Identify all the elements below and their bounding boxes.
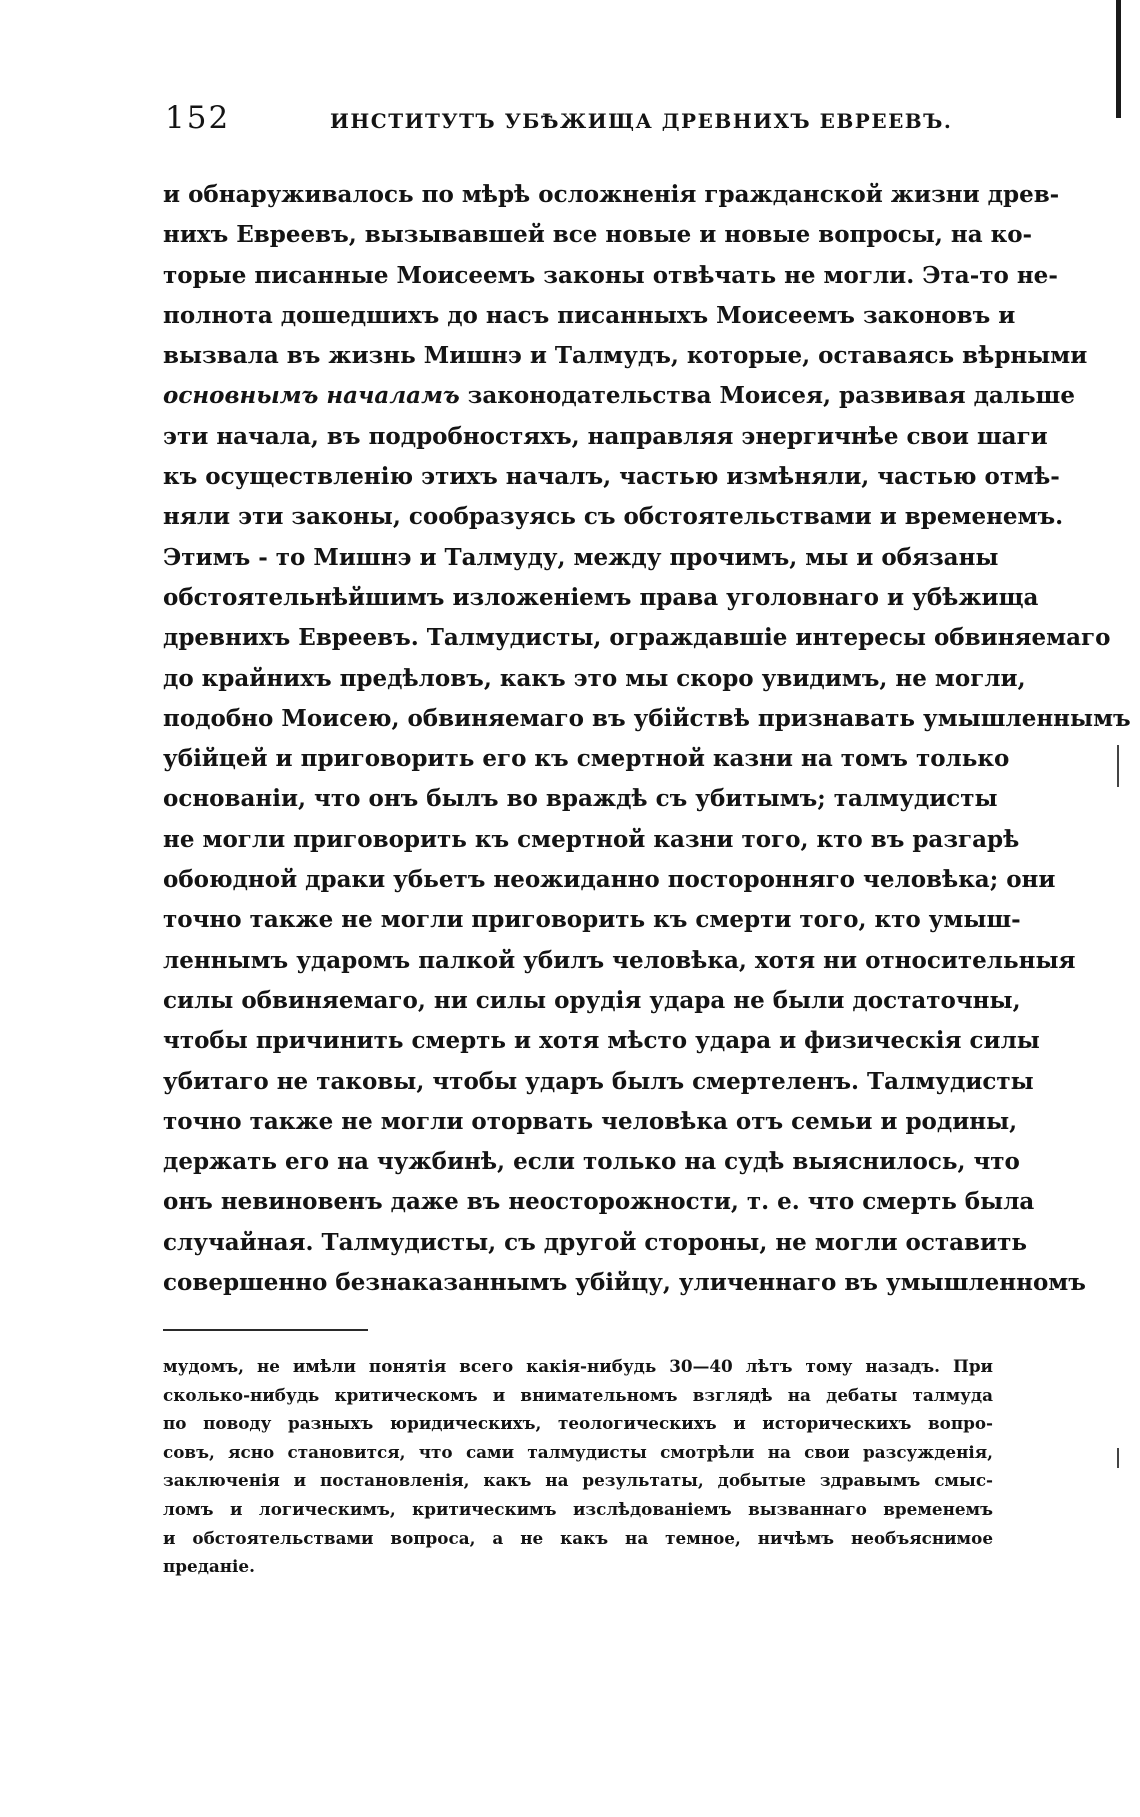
- text-line: держать его на чужбинѣ, если только на судѣ выяснилось, что: [163, 1148, 1020, 1176]
- text-line: чтобы причинить смерть и хотя мѣсто удара и физическія силы: [163, 1027, 1040, 1055]
- footnote-line: по поводу разныхъ юридическихъ, теологическихъ и историческихъ вопро-: [163, 1413, 993, 1434]
- text-line: Этимъ - то Мишнэ и Талмуду, между прочимъ, мы и обязаны: [163, 543, 999, 571]
- text-line: онъ невиновенъ даже въ неосторожности, т. е. что смерть была: [163, 1188, 1035, 1216]
- page-edge-mark: [1117, 1448, 1119, 1468]
- text-line: торые писанные Моисеемъ законы отвѣчать не могли. Эта-то не-: [163, 261, 1058, 289]
- page-header: [165, 100, 995, 140]
- body-text: [163, 175, 1131, 1303]
- text-line: подобно Моисею, обвиняемаго въ убійствѣ признавать умышленнымъ: [163, 704, 1131, 732]
- text-line: убійцей и приговорить его къ смертной казни на томъ только: [163, 745, 1010, 773]
- footnote-line: мудомъ, не имѣли понятія всего какія-нибудь 30—40 лѣтъ тому назадъ. При: [163, 1356, 993, 1376]
- text-line: [163, 376, 1075, 416]
- text-line: обоюдной драки убьетъ неожиданно посторонняго человѣка; они: [163, 866, 1056, 894]
- text-line: полнота дошедшихъ до насъ писанныхъ Моисеемъ законовъ и: [163, 301, 1016, 329]
- footnote-line: ломъ и логическимъ, критическимъ изслѣдованіемъ вызваннаго временемъ: [163, 1498, 993, 1519]
- text-line: силы обвиняемаго, ни силы орудія удара не были достаточны,: [163, 986, 1021, 1014]
- text-line: и обнаруживалось по мѣрѣ осложненія гражданской жизни древ-: [163, 181, 1060, 208]
- text-line: убитаго не таковы, чтобы ударъ былъ смертеленъ. Талмудисты: [163, 1067, 1034, 1095]
- italic-emphasis: основнымъ началамъ: [163, 382, 460, 410]
- footnote-line: заключенія и постановленія, какъ на результаты, добытые здравымъ смыс-: [163, 1470, 993, 1491]
- text-line: нихъ Евреевъ, вызывавшей все новые и новые вопросы, на ко-: [163, 221, 1033, 249]
- text-line: совершенно безнаказаннымъ убійцу, уличеннаго въ умышленномъ: [163, 1269, 1086, 1297]
- running-head: ИНСТИТУТЪ УБѢЖИЩА ДРЕВНИХЪ ЕВРЕЕВЪ.: [330, 109, 953, 133]
- text-line: не могли приговорить къ смертной казни того, кто въ разгарѣ: [163, 825, 1020, 853]
- footnote: [163, 1352, 993, 1581]
- text-line: основаніи, что онъ былъ во враждѣ съ убитымъ; талмудисты: [163, 785, 998, 813]
- page-edge-shadow: [1116, 0, 1121, 118]
- text-line: къ осуществленію этихъ началъ, частью измѣняли, частью отмѣ-: [163, 463, 1060, 491]
- footnote-line: преданіе.: [163, 1556, 255, 1577]
- footnote-line: совъ, ясно становится, что сами талмудисты смотрѣли на свои разсужденія,: [163, 1441, 993, 1462]
- footnote-separator: [163, 1329, 368, 1331]
- footnote-line: и обстоятельствами вопроса, а не какъ на темное, ничѣмъ необъяснимое: [163, 1527, 993, 1548]
- page-edge-mark: [1117, 745, 1119, 787]
- text-line: до крайнихъ предѣловъ, какъ это мы скоро увидимъ, не могли,: [163, 664, 1026, 692]
- text-line: вызвала въ жизнь Мишнэ и Талмудъ, которые, оставаясь вѣрными: [163, 342, 1088, 370]
- text-line: случайная. Талмудисты, съ другой стороны, не могли оставить: [163, 1228, 1027, 1256]
- text-line: древнихъ Евреевъ. Талмудисты, ограждавшіе интересы обвиняемаго: [163, 624, 1111, 652]
- text-line: эти начала, въ подробностяхъ, направляя энергичнѣе свои шаги: [163, 422, 1048, 450]
- text-line-rest: законодательства Моисея, развивая дальше: [459, 382, 1075, 410]
- footnote-line: сколько-нибудь критическомъ и внимательномъ взглядѣ на дебаты талмуда: [163, 1384, 993, 1405]
- text-line: няли эти законы, сообразуясь съ обстоятельствами и временемъ.: [163, 503, 1064, 531]
- text-line: леннымъ ударомъ палкой убилъ человѣка, хотя ни относительныя: [163, 946, 1076, 974]
- text-line: точно также не могли приговорить къ смерти того, кто умыш-: [163, 906, 1021, 934]
- page-number: 152: [165, 100, 231, 136]
- text-line: точно также не могли оторвать человѣка отъ семьи и родины,: [163, 1107, 1018, 1135]
- text-line: обстоятельнѣйшимъ изложеніемъ права уголовнаго и убѣжища: [163, 583, 1039, 611]
